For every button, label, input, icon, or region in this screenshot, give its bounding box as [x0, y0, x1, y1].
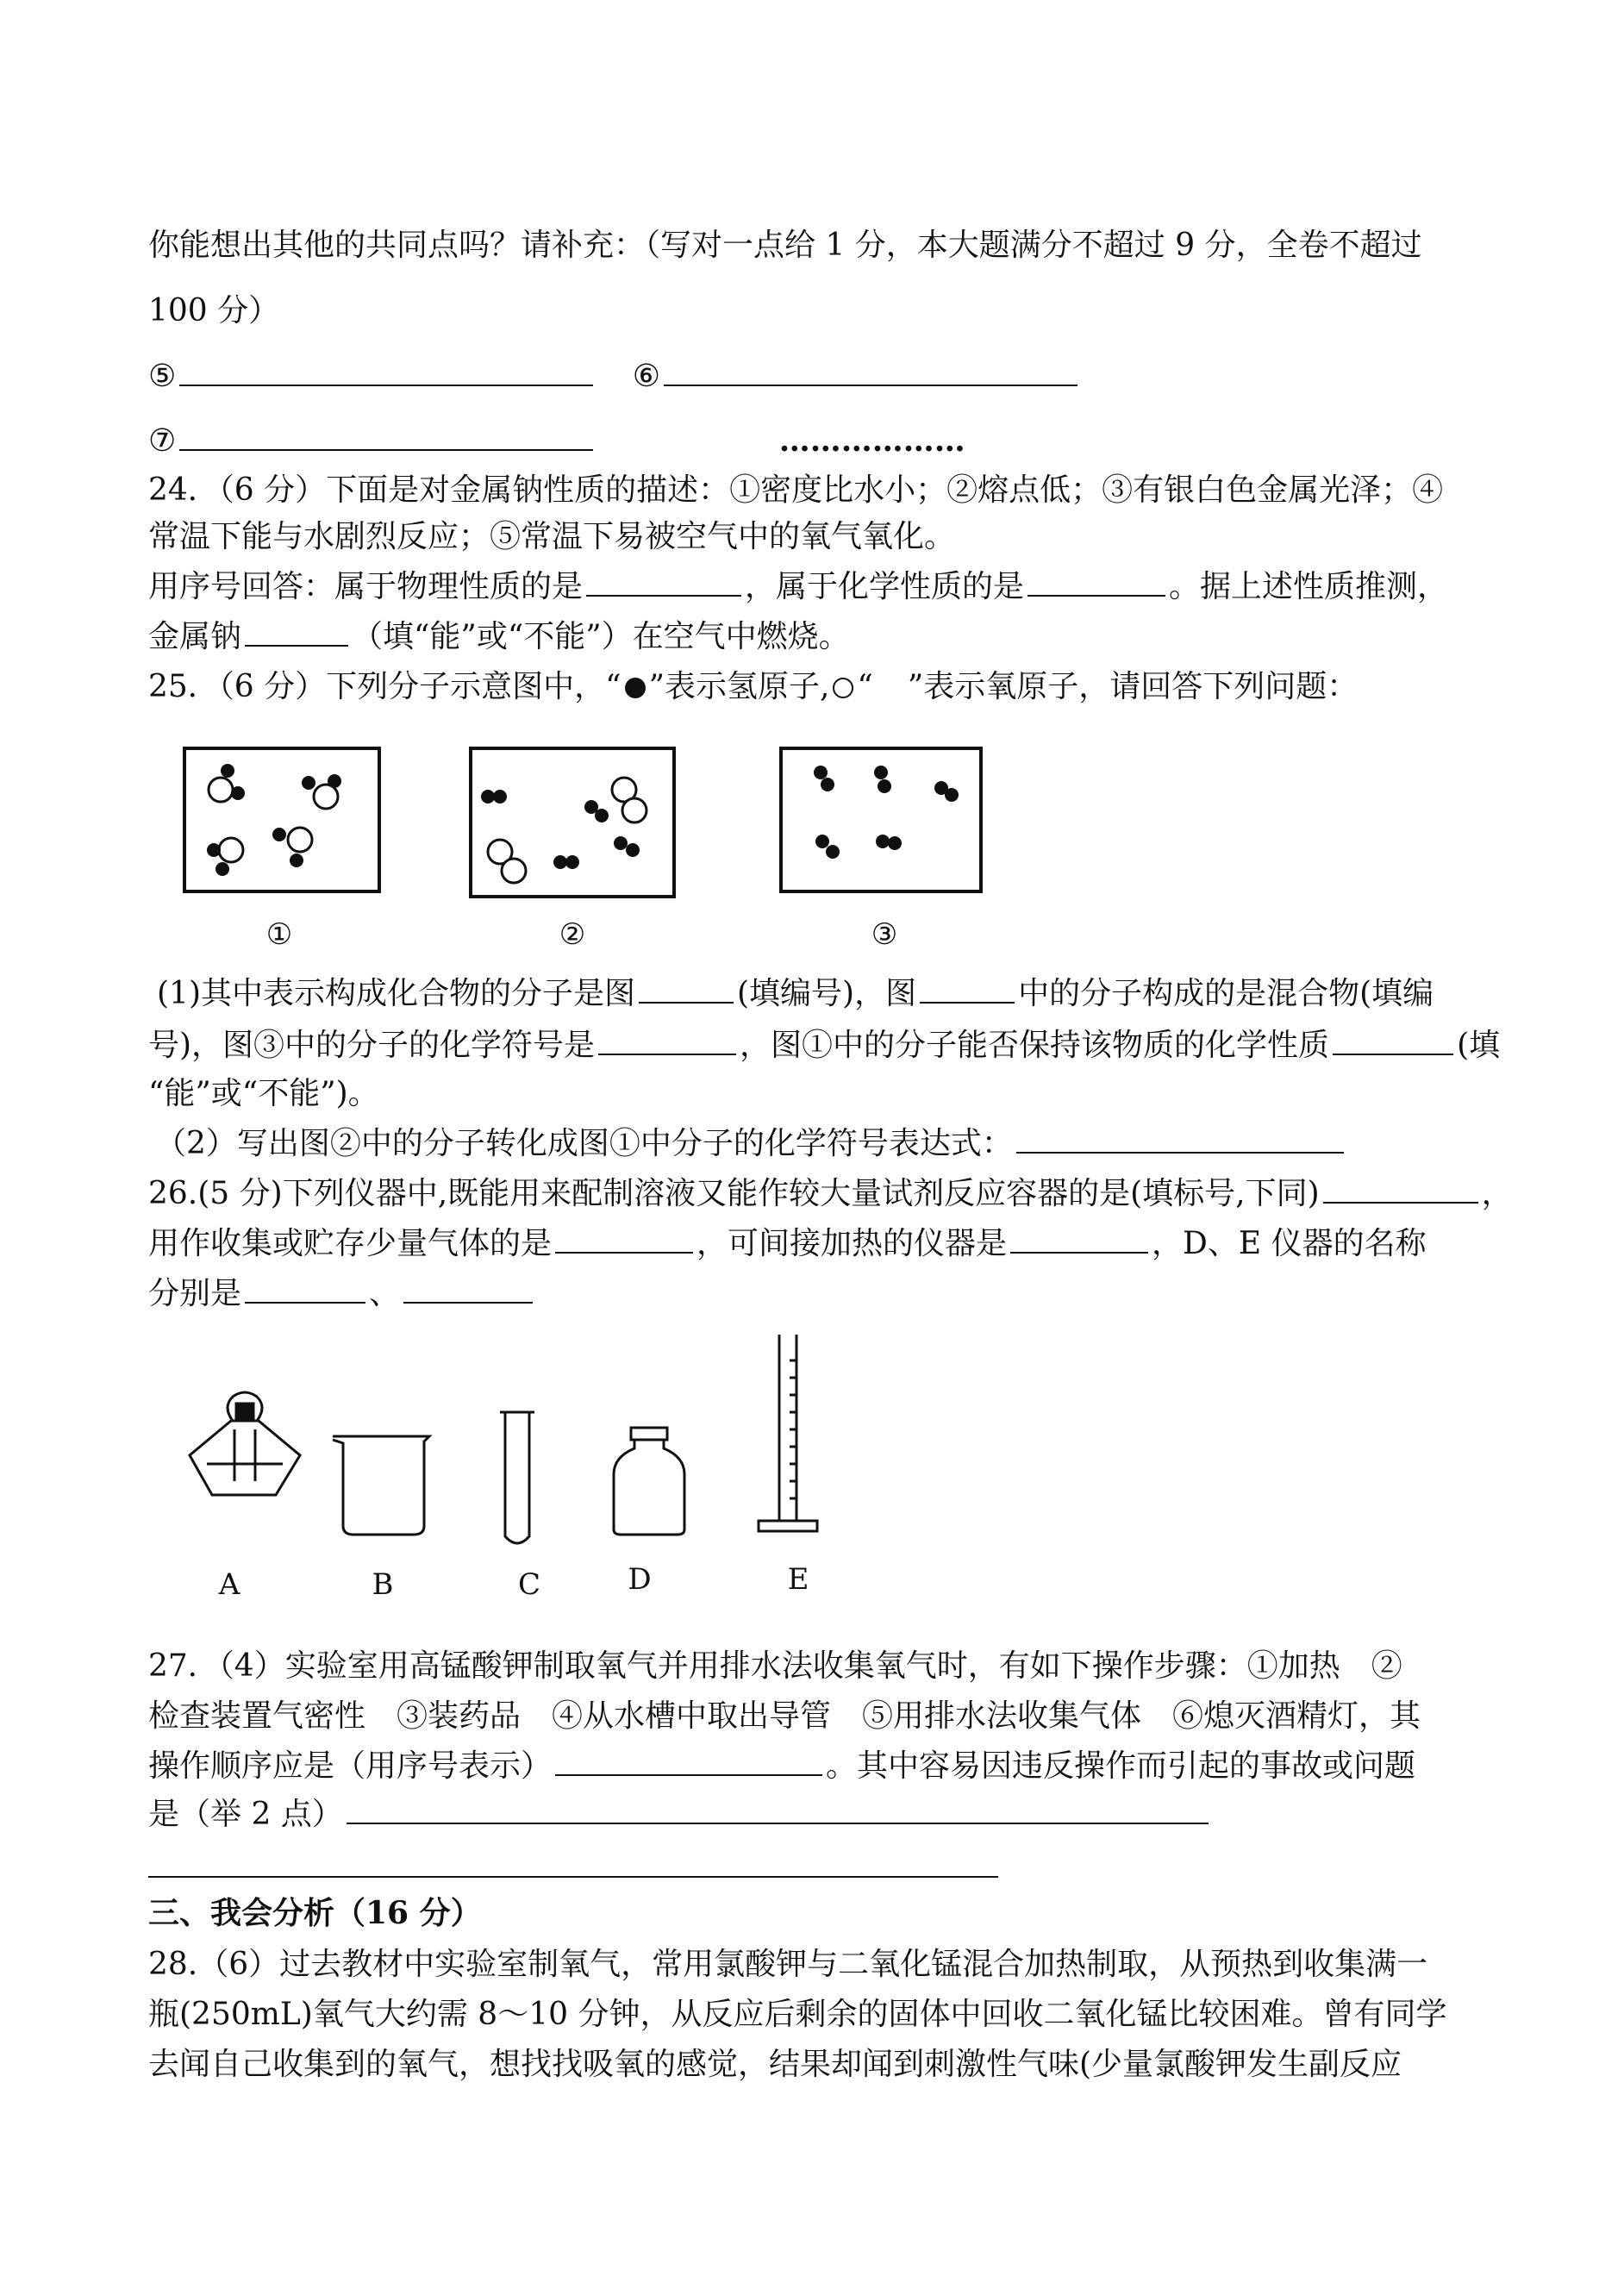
- q25-text: 25．（6 分）下列分子示意图中，“: [148, 669, 621, 704]
- figure-label-1: ①: [265, 917, 293, 952]
- q25-text: （2）写出图②中的分子转化成图①中分子的化学符号表达式：: [155, 1126, 1013, 1161]
- molecule-figure-1: [183, 747, 381, 893]
- q26-text: ，可间接加热的仪器是: [696, 1226, 1008, 1261]
- q24-line1: 24．（6 分）下面是对金属钠性质的描述：①密度比水小；②熔点低；③有银白色金属光泽；④: [148, 472, 1444, 508]
- answer-blank-physical[interactable]: [586, 569, 741, 597]
- q27-text: 。其中容易因违反操作而引起的事故或问题: [826, 1748, 1416, 1784]
- q25-text: (1)其中表示构成化合物的分子是图: [157, 976, 635, 1011]
- q25-text: 中的分子构成的是混合物(填编: [1018, 976, 1434, 1011]
- apparatus-label-c: C: [517, 1567, 540, 1602]
- q24-text: ，属于化学性质的是: [745, 569, 1025, 604]
- answer-blank-name-d[interactable]: [245, 1276, 365, 1304]
- q27-line3: [148, 1747, 1415, 1786]
- q26-text: 、: [369, 1276, 401, 1311]
- apparatus-label-d: D: [628, 1562, 652, 1597]
- q25-text: (填编号)，图: [737, 976, 917, 1011]
- q27-text: 操作顺序应是（用序号表示）: [148, 1748, 553, 1784]
- q26-text: 26.(5 分)下列仪器中,既能用来配制溶液又能作较大量试剂反应容器的是(填标号,下同): [148, 1176, 1320, 1211]
- figure-label-3: ③: [871, 917, 898, 952]
- q26-text: ，D、E 仪器的名称: [1152, 1226, 1427, 1261]
- answer-blank-symbol[interactable]: [598, 1028, 736, 1055]
- q24-line3: [148, 567, 1448, 607]
- answer-blank-name-e[interactable]: [403, 1276, 533, 1304]
- answer-blank-chemical[interactable]: [1027, 569, 1165, 597]
- blank-label-7: ⑦: [148, 423, 177, 459]
- q26-text: ，: [1481, 1176, 1513, 1211]
- answer-blank-container[interactable]: [1323, 1176, 1478, 1204]
- q28-line2: 瓶(250mL)氧气大约需 8～10 分钟，从反应后剩余的固体中回收二氧化锰比较困难。曾有同学: [148, 1997, 1447, 2032]
- figure-label-2: ②: [559, 917, 586, 952]
- q25-p3: “能”或“不能”)。: [148, 1076, 379, 1111]
- answer-blank-equation[interactable]: [1016, 1126, 1344, 1154]
- q24-text: 金属钠: [148, 619, 242, 654]
- apparatus-b-icon: [333, 1436, 429, 1535]
- answer-blank-gas-store[interactable]: [555, 1226, 693, 1254]
- q27-line1: 27．（4）实验室用高锰酸钾制取氧气并用排水法收集氧气时，有如下操作步骤：①加热 ②: [148, 1648, 1402, 1684]
- apparatus-d-icon: [614, 1428, 684, 1535]
- answer-blank-burn[interactable]: [245, 619, 348, 647]
- answer-blank-indirect-heat[interactable]: [1010, 1226, 1148, 1254]
- q25-text: 号)，图③中的分子的化学符号是: [148, 1028, 596, 1063]
- q25-text: ”表示氢原子,: [648, 669, 830, 704]
- q24-text: （填“能”或“不能”）在空气中燃烧。: [352, 619, 850, 654]
- q23-blanks-row1: [148, 357, 1081, 397]
- q24-text: 用序号回答：属于物理性质的是: [148, 569, 584, 604]
- q26-line2: [148, 1224, 1427, 1264]
- apparatus-c-icon: [500, 1412, 534, 1543]
- answer-blank-accident[interactable]: [347, 1797, 1209, 1824]
- q23-line1: 你能想出其他的共同点吗？请补充：（写对一点给 1 分，本大题满分不超过 9 分，全卷不超过: [148, 228, 1422, 263]
- q27-line4: [148, 1795, 1212, 1835]
- answer-blank-accident-line2[interactable]: [148, 1876, 998, 1878]
- molecule-figure-2: [469, 747, 676, 898]
- q23-line2: 100 分）: [148, 293, 280, 328]
- q25-text: “: [857, 669, 873, 704]
- answer-blank-order[interactable]: [555, 1748, 822, 1776]
- q26-line1: [148, 1174, 1513, 1214]
- apparatus-label-a: A: [218, 1567, 240, 1602]
- apparatus-label-b: B: [372, 1567, 394, 1602]
- q25-text: (填: [1457, 1028, 1501, 1063]
- q27-text: 是（举 2 点）: [148, 1797, 343, 1832]
- q25-p4: [155, 1124, 1347, 1164]
- answer-blank-6[interactable]: [664, 359, 1077, 386]
- q26-line3: [148, 1274, 536, 1314]
- molecule-figure-3: [779, 747, 983, 893]
- q25-text: ，图①中的分子能否保持该物质的化学性质: [740, 1028, 1330, 1063]
- apparatus-figure: [172, 1335, 1034, 1559]
- apparatus-a-icon: [190, 1392, 300, 1495]
- hydrogen-atom-icon: [625, 678, 646, 698]
- q23-blanks-row2: [148, 421, 965, 461]
- q24-line4: [148, 617, 850, 657]
- q28-line3: 去闻自己收集到的氧气，想找找吸氧的感觉，结果却闻到刺激性气味(少量氯酸钾发生副反应: [148, 2047, 1402, 2082]
- q27-line2: 检查装置气密性 ③装药品 ④从水槽中取出导管 ⑤用排水法收集气体 ⑥熄灭酒精灯，其: [148, 1698, 1421, 1734]
- blank-label-6: ⑥: [632, 359, 661, 394]
- q25-p2: [148, 1026, 1500, 1066]
- apparatus-label-e: E: [787, 1562, 809, 1597]
- answer-blank-5[interactable]: [179, 359, 593, 386]
- answer-blank-compound[interactable]: [639, 976, 734, 1004]
- q25-text: ”表示氧原子，请回答下列问题：: [907, 669, 1359, 704]
- answer-blank-7[interactable]: [179, 423, 593, 451]
- q26-text: 用作收集或贮存少量气体的是: [148, 1226, 553, 1261]
- ellipsis: ………………: [778, 422, 965, 459]
- q25-line1: [148, 667, 1358, 707]
- answer-blank-mixture[interactable]: [920, 976, 1015, 1004]
- oxygen-atom-icon: [833, 678, 853, 698]
- blank-label-5: ⑤: [148, 359, 177, 394]
- answer-blank-keep-property[interactable]: [1333, 1028, 1453, 1055]
- q24-text: 。据上述性质推测，: [1169, 569, 1449, 604]
- q28-line1: 28.（6）过去教材中实验室制氧气，常用氯酸钾与二氧化锰混合加热制取，从预热到收集满一: [148, 1947, 1428, 1982]
- q25-p1: [157, 974, 1433, 1014]
- q26-text: 分别是: [148, 1276, 242, 1311]
- section-title: 三、我会分析（16 分）: [148, 1895, 482, 1931]
- apparatus-e-icon: [759, 1335, 817, 1531]
- q24-line2: 常温下能与水剧烈反应；⑤常温下易被空气中的氧气氧化。: [148, 519, 956, 554]
